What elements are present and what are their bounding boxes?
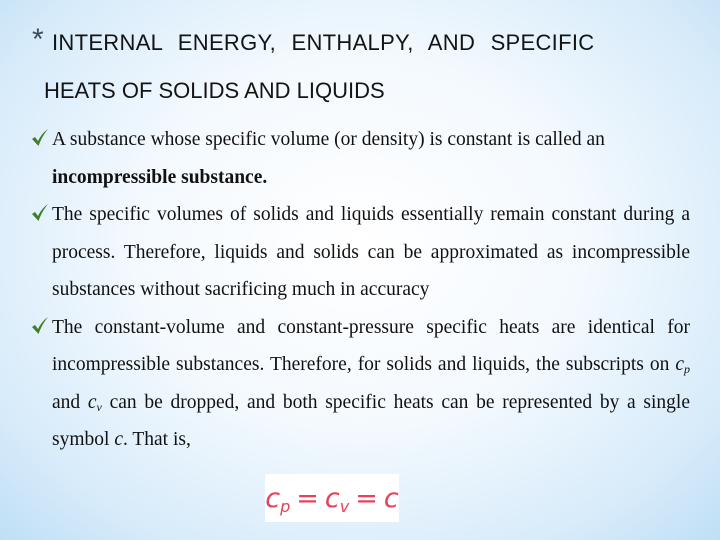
bullet-1-term: incompressible substance.: [52, 166, 268, 188]
c-symbol: c: [114, 429, 123, 450]
formula-cv-base: c: [324, 482, 340, 514]
cp-subscript: p: [684, 362, 690, 376]
equals-sign-1: =: [296, 482, 319, 514]
formula-box: [265, 474, 399, 522]
cv-base: c: [87, 391, 97, 413]
bullet-list: [30, 121, 690, 459]
title-line-2: HEATS OF SOLIDS AND LIQUIDS: [44, 78, 385, 103]
checkmark-icon: [30, 128, 50, 148]
title-line-1: [32, 23, 702, 56]
cp-symbol: [675, 354, 690, 375]
formula-cv-sub: v: [339, 496, 350, 516]
cv-symbol: [88, 392, 102, 413]
and-text: and: [52, 391, 88, 413]
bullet-2-text: The specific volumes of solids and liquids essentially remain constant during a process. Therefore, liquids and solids can be approximated as incompressible substances without sacrificing much in accuracy: [52, 204, 690, 300]
specific-heat-formula: [265, 483, 398, 514]
formula-cp-base: c: [265, 482, 281, 514]
checkmark-icon: [30, 316, 50, 336]
cp-base: c: [675, 354, 684, 375]
bullet-3-text: [52, 309, 690, 459]
bullet-3-text-c: . That is,: [122, 429, 191, 450]
equals-sign-2: =: [355, 482, 378, 514]
bullet-item-3: [30, 309, 690, 459]
formula-c: c: [383, 482, 399, 514]
asterisk-marker: *: [32, 23, 44, 56]
bullet-3-text-b: can be dropped, and both specific heats can be represented by a single symbol: [52, 391, 690, 450]
title-line-1-text: INTERNAL ENERGY, ENTHALPY, AND SPECIFIC: [52, 30, 595, 55]
bullet-item-1: [30, 121, 690, 196]
formula-cp: [265, 483, 290, 514]
bullet-item-2: [30, 196, 690, 309]
formula-cp-sub: p: [280, 496, 291, 516]
slide-title: [32, 23, 702, 104]
bullet-1-text: A substance whose specific volume (or density) is constant is called an: [52, 129, 605, 150]
formula-cv: [325, 483, 349, 514]
cv-subscript: v: [96, 399, 102, 414]
bullet-3-text-a: The constant-volume and constant-pressure specific heats are identical for incompressible substances. Therefore, for solids and liquids, the subscripts on: [52, 316, 690, 375]
checkmark-icon: [30, 203, 50, 223]
